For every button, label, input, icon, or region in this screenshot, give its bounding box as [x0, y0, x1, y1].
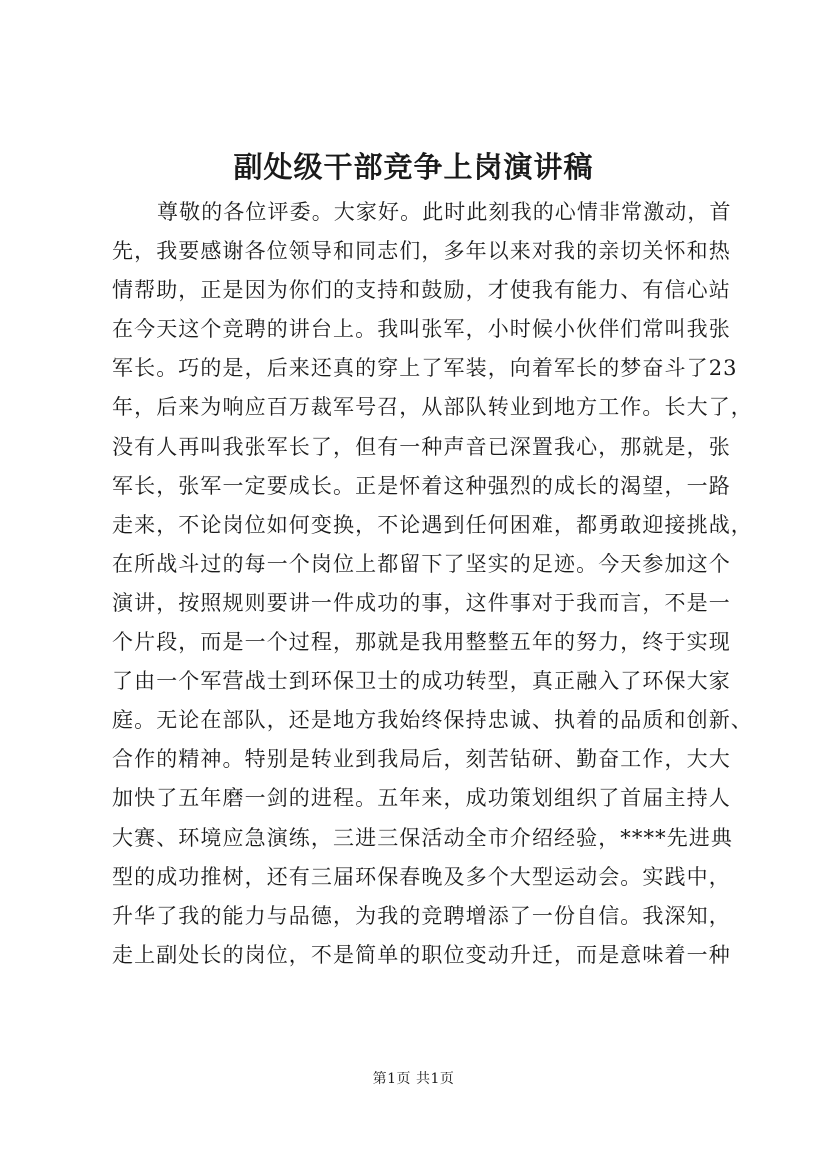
speech-body	[112, 193, 753, 975]
body-line: 演讲，按照规则要讲一件成功的事，这件事对于我而言，不是一	[112, 590, 731, 615]
body-line: 大赛、环境应急演练，三进三保活动全市介绍经验，****先进典	[112, 825, 733, 850]
body-line: 军长。巧的是，后来还真的穿上了军装，向着军长的梦奋斗了23	[112, 356, 738, 381]
body-line: 了由一个军营战士到环保卫士的成功转型，真正融入了环保大家	[112, 669, 731, 694]
body-line: 在所战斗过的每一个岗位上都留下了坚实的足迹。今天参加这个	[112, 551, 731, 576]
body-line: 情帮助，正是因为你们的支持和鼓励，才使我有能力、有信心站	[112, 278, 731, 303]
body-line: 先，我要感谢各位领导和同志们，多年以来对我的亲切关怀和热	[112, 239, 731, 264]
body-line: 军长，张军一定要成长。正是怀着这种强烈的成长的渴望，一路	[112, 473, 731, 498]
document-title: 副处级干部竞争上岗演讲稿	[233, 150, 594, 184]
body-line: 尊敬的各位评委。大家好。此时此刻我的心情非常激动，首	[157, 200, 732, 224]
body-line: 合作的精神。特别是转业到我局后，刻苦钻研、勤奋工作，大大	[112, 747, 731, 772]
body-line: 加快了五年磨一剑的进程。五年来，成功策划组织了首届主持人	[112, 786, 731, 811]
body-line: 在今天这个竞聘的讲台上。我叫张军，小时候小伙伴们常叫我张	[112, 317, 731, 342]
body-line: 走来，不论岗位如何变换，不论遇到任何困难，都勇敢迎接挑战，	[112, 512, 753, 537]
body-line: 个片段，而是一个过程，那就是我用整整五年的努力，终于实现	[112, 630, 731, 655]
body-line: 庭。无论在部队，还是地方我始终保持忠诚、执着的品质和创新、	[112, 708, 753, 733]
body-line: 型的成功推树，还有三届环保春晚及多个大型运动会。实践中，	[112, 864, 731, 889]
body-line: 走上副处长的岗位，不是简单的职位变动升迁，而是意味着一种	[112, 942, 731, 967]
body-line: 升华了我的能力与品德，为我的竞聘增添了一份自信。我深知，	[112, 903, 731, 928]
body-line: 年，后来为响应百万裁军号召，从部队转业到地方工作。长大了，	[112, 395, 753, 420]
page-number-footer: 第1页 共1页	[372, 1071, 455, 1087]
body-line: 没有人再叫我张军长了，但有一种声音已深置我心，那就是，张	[112, 434, 731, 459]
